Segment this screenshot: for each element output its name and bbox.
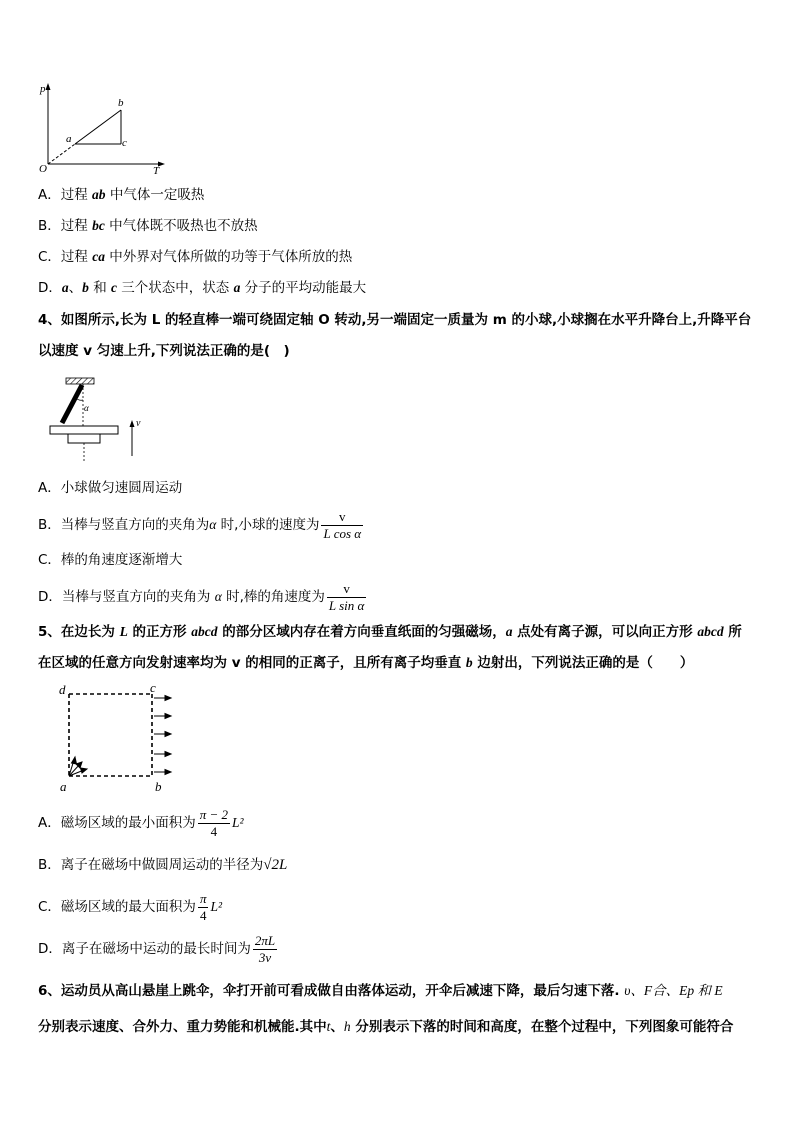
q6-stem-line1: 6、运动员从高山悬崖上跳伞，伞打开前可看成做自由落体运动，开伞后减速下降，最后匀速下落. υ、F合、Ep 和 E xyxy=(38,983,723,999)
T-axis-label: T xyxy=(153,165,160,175)
q4-option-d: D．当棒与竖直方向的夹角为 α 时,棒的角速度为 $\frac{v}{\text{L sin α}}$ xyxy=(38,580,365,613)
q5-option-d: D．离子在磁场中运动的最长时间为 $\frac{2\pi L}{3v}$ xyxy=(38,932,276,965)
q4-b-fraction: $\frac{v}{\text{L cos α}}$ xyxy=(323,508,362,541)
q3-option-b: B．过程 bc 中气体既不吸热也不放热 xyxy=(38,218,258,234)
rod xyxy=(62,385,82,423)
q5-a-fraction: $\frac{\pi - 2}{4}$ xyxy=(199,806,229,839)
emission-arrows xyxy=(69,757,87,776)
q4-option-b: B．当棒与竖直方向的夹角为α 时,小球的速度为 $\frac{v}{\text{L cos α}}$ xyxy=(38,508,362,541)
square-field-figure xyxy=(52,682,182,794)
origin-label: O xyxy=(39,163,47,175)
vertex-c-label: c xyxy=(150,682,156,695)
q3-option-c: C．过程 ca 中外界对气体所做的功等于气体所放的热 xyxy=(38,249,353,265)
q5-stem-line1: 5、在边长为 L 的正方形 abcd 的部分区域内存在着方向垂直纸面的匀强磁场，a 点处有离子源，可以向正方形 abcd 所 xyxy=(38,624,742,640)
q5-stem-line2: 在区域的任意方向发射速率均为 v 的相同的正离子，且所有离子均垂直 b 边射出，下列说法正确的是（ ） xyxy=(38,655,694,671)
point-b-label: b xyxy=(118,97,124,109)
alpha-label: α xyxy=(84,403,89,413)
point-a-label: a xyxy=(66,133,72,145)
pT-graph-figure xyxy=(36,80,170,175)
q4-option-a: A．小球做匀速圆周运动 xyxy=(38,480,183,496)
p-axis-arrow xyxy=(46,83,51,90)
q3-option-a: A．过程 ab 中气体一定吸热 xyxy=(38,187,205,203)
q4-stem-line2: 以速度 v 匀速上升,下列说法正确的是( ) xyxy=(38,343,290,359)
q5-option-b: B．离子在磁场中做圆周运动的半径为√2L xyxy=(38,857,288,873)
q4-d-fraction: $\frac{v}{\text{L sin α}}$ xyxy=(328,580,365,613)
vertex-d-label: d xyxy=(59,682,66,697)
ceiling-support xyxy=(66,378,94,384)
dashed-extension xyxy=(48,144,75,164)
exit-arrows xyxy=(154,696,171,775)
velocity-arrowhead xyxy=(130,420,135,427)
platform-base xyxy=(68,434,100,443)
q4-option-c: C．棒的角速度逐渐增大 xyxy=(38,552,183,568)
point-c-label: c xyxy=(122,137,127,149)
q3-option-d: D．a、b 和 c 三个状态中，状态 a 分子的平均动能最大 xyxy=(38,280,367,296)
vertex-b-label: b xyxy=(155,779,162,794)
q6-stem-line2: 分别表示速度、合外力、重力势能和机械能.其中t、h 分别表示下落的时间和高度，在整个过程中，下列图象可能符合 xyxy=(38,1019,734,1035)
q5-d-fraction: $\frac{2\pi L}{3v}$ xyxy=(254,932,276,965)
velocity-label: v xyxy=(136,418,141,429)
q5-c-fraction: $\frac{\pi}{4}$ xyxy=(199,890,207,923)
rod-platform-figure xyxy=(44,376,154,466)
q4-stem-line1: 4、如图所示,长为 L 的轻直棒一端可绕固定轴 O 转动,另一端固定一质量为 m 的小球,小球搁在水平升降台上,升降平台 xyxy=(38,312,752,328)
platform-top xyxy=(50,426,118,434)
process-ab xyxy=(75,110,121,144)
p-axis-label: p xyxy=(40,83,46,95)
q5-option-c: C．磁场区域的最大面积为 $\frac{\pi}{4}$ L² xyxy=(38,890,223,923)
q5-option-a: A．磁场区域的最小面积为 $\frac{\pi - 2}{4}$ L² xyxy=(38,806,244,839)
vertex-a-label: a xyxy=(60,779,67,794)
